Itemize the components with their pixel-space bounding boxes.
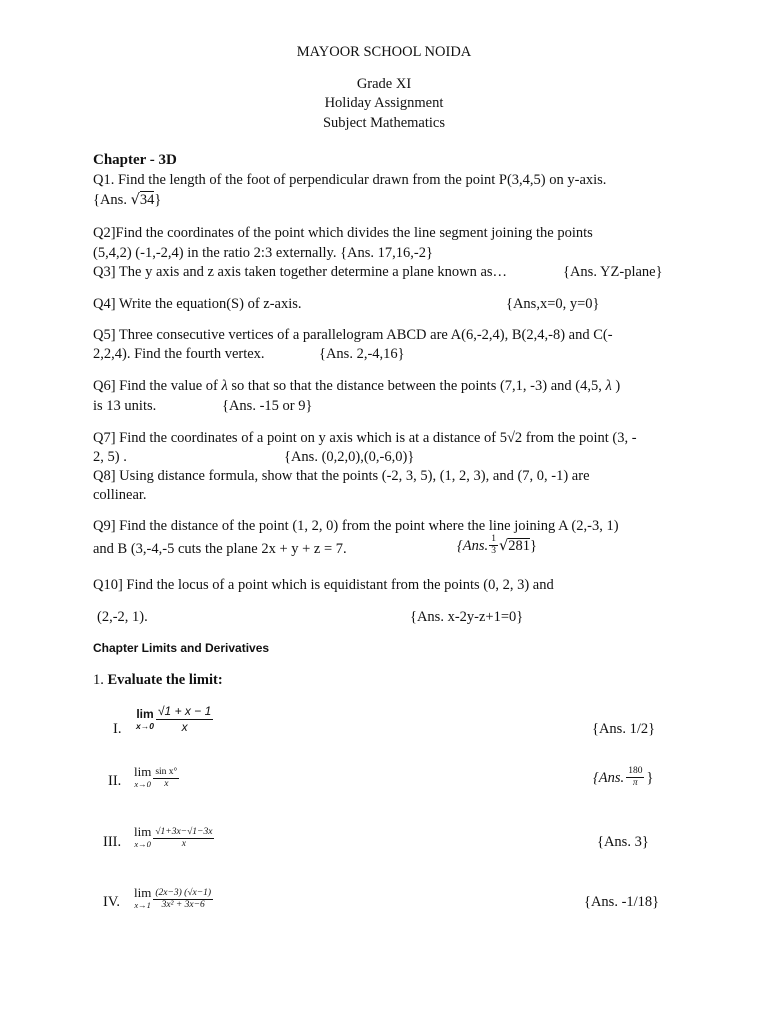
limit-item-2-answer: {Ans. $\frac{180}{\pi}$ } — [593, 766, 654, 788]
q7-answer: {Ans. (0,2,0),(0,-6,0)} — [284, 449, 415, 465]
limit-item-1-expr: lim x→0 $\frac{√1 + x - 1}{x}$ — [136, 704, 212, 734]
school-name: MAYOOR SCHOOL NOIDA — [296, 44, 472, 60]
q4-text: Q4] Write the equation(S) of z-axis. — [93, 296, 302, 312]
q8-line1: Q8] Using distance formula, show that the points (-2, 3, 5), (1, 2, 3), and (7, 0, -1) are — [93, 468, 590, 484]
chapter-limits-title: Chapter Limits and Derivatives — [93, 641, 270, 655]
q9-line2: and B (3,-4,-5 cuts the plane 2x + y + z = 7. — [93, 541, 347, 557]
limit-item-roman: II. — [108, 773, 122, 789]
q5-line1: Q5] Three consecutive vertices of a parallelogram ABCD are A(6,-2,4), B(2,4,-8) and C(- — [93, 327, 613, 343]
q2-line2: (5,4,2) (-1,-2,4) in the ratio 2:3 externally. {Ans. 17,16,-2} — [93, 245, 433, 261]
q6-line2: is 13 units. — [93, 398, 157, 414]
q2-line1: Q2]Find the coordinates of the point which divides the line segment joining the points — [93, 225, 593, 241]
q9-line1: Q9] Find the distance of the point (1, 2, 0) from the point where the line joining A (2,-3, 1) — [93, 518, 619, 534]
limit-item-1-answer: {Ans. 1/2} — [592, 721, 656, 737]
q6-answer: {Ans. -15 or 9} — [222, 398, 313, 414]
q8-line2: collinear. — [93, 487, 147, 503]
q5-line2: 2,2,4). Find the fourth vertex. — [93, 346, 265, 362]
q5-answer: {Ans. 2,-4,16} — [319, 346, 405, 362]
q9-answer: {Ans. $\frac{1}{3}$ √ 281 } — [457, 534, 537, 556]
limits-q1: 1. Evaluate the limit: — [93, 672, 223, 688]
limit-item-4-answer: {Ans. -1/18} — [584, 894, 660, 910]
lambda-symbol: λ — [605, 378, 612, 394]
limit-item-4-expr: lim x→1 $\frac{(2x-3) (√x-1)}{\text{3x² + 3x−6}}$ — [134, 885, 212, 910]
grade: Grade XI — [356, 76, 412, 92]
q1-answer: {Ans. √34} — [93, 192, 162, 208]
q10-line1: Q10] Find the locus of a point which is equidistant from the points (0, 2, 3) and — [93, 577, 554, 593]
limit-item-roman: I. — [113, 721, 122, 737]
limit-item-3-expr: lim x→0 $\frac{√1+3x-√1-3x}{x}$ — [134, 824, 213, 849]
limit-item-roman: III. — [103, 834, 122, 850]
limit-item-3-answer: {Ans. 3} — [597, 834, 649, 850]
q10-answer: {Ans. x-2y-z+1=0} — [410, 609, 524, 625]
chapter-3d-title: Chapter - 3D — [93, 152, 177, 168]
q10-line2: (2,-2, 1). — [97, 609, 148, 625]
assignment-title: Holiday Assignment — [324, 95, 444, 111]
subject: Subject Mathematics — [322, 115, 445, 131]
q4-answer: {Ans,x=0, y=0} — [506, 296, 600, 312]
q6-line1: Q6] Find the value of λ so that so that the distance between the points (7,1, -3) and (4,5, λ ) — [93, 378, 621, 394]
q7-line1: Q7] Find the coordinates of a point on y axis which is at a distance of 5√2 from the point (3, - — [93, 430, 637, 446]
lambda-symbol: λ — [221, 378, 228, 394]
q3-text: Q3] The y axis and z axis taken together determine a plane known as… — [93, 264, 508, 280]
q7-line2: 2, 5) . — [93, 449, 127, 465]
q1-text: Q1. Find the length of the foot of perpendicular drawn from the point P(3,4,5) on y-axis. — [93, 172, 607, 188]
q3-answer: {Ans. YZ-plane} — [563, 264, 663, 280]
limit-item-2-expr: lim x→0 $\frac{\text{sin x°}}{x}$ — [134, 764, 178, 789]
limit-item-roman: IV. — [103, 894, 121, 910]
